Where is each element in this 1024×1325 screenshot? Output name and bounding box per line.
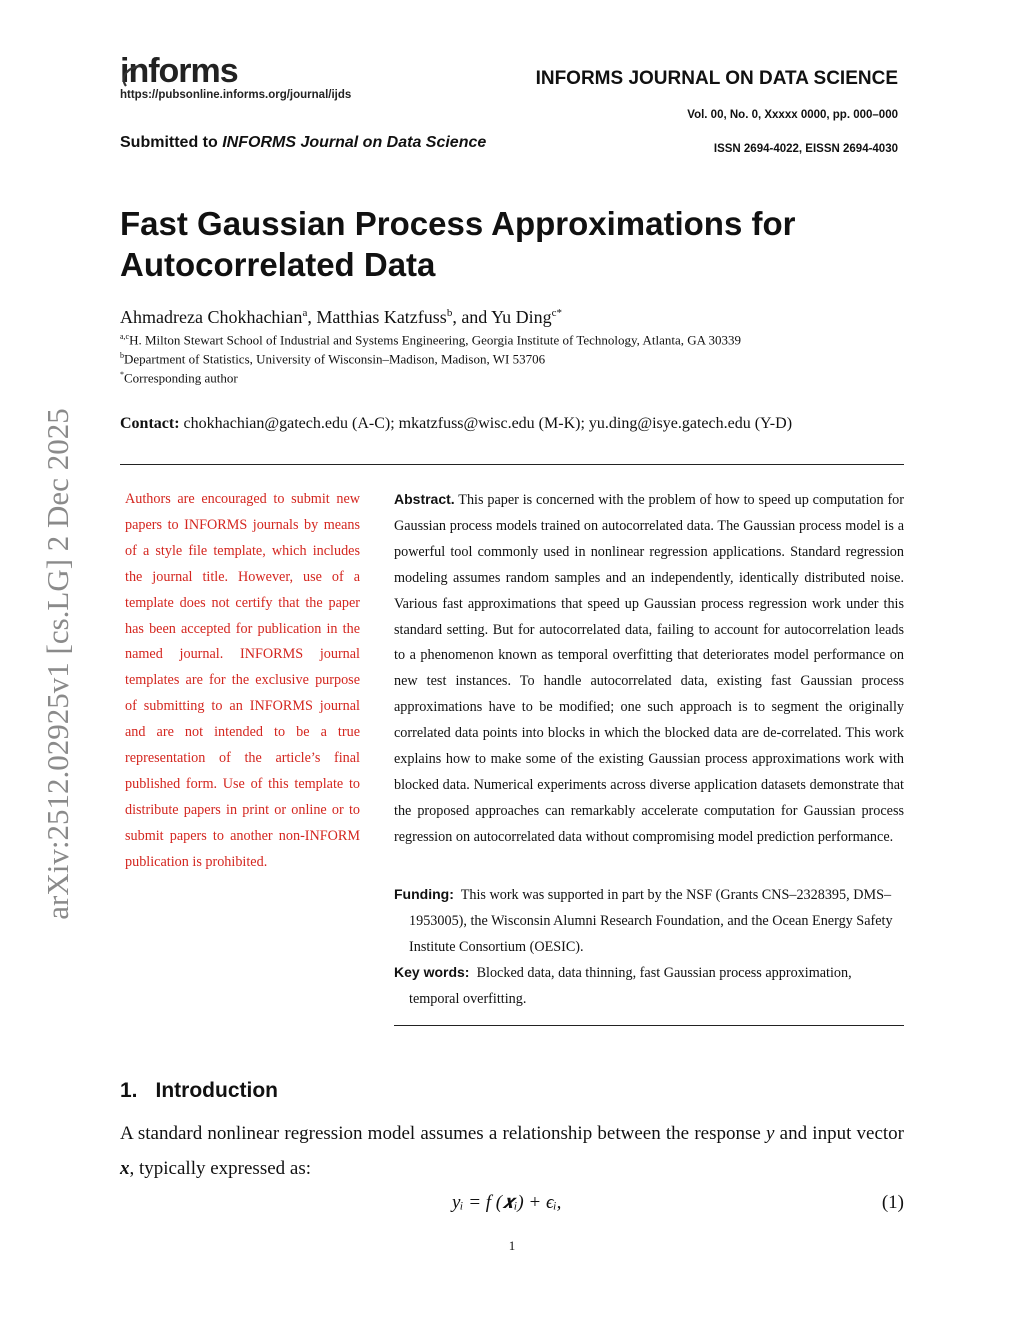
header-divider: [120, 464, 904, 465]
funding-label: Funding:: [394, 886, 454, 902]
volume-info: Vol. 00, No. 0, Xxxxx 0000, pp. 000–000: [687, 109, 898, 121]
affiliation: [120, 370, 238, 386]
equation-number: (1): [881, 1192, 904, 1213]
author-name: Matthias Katzfuss: [316, 307, 447, 327]
keywords-block: [394, 960, 904, 1013]
author-affil-mark: c*: [551, 307, 563, 319]
journal-name: INFORMS JOURNAL ON DATA SCIENCE: [535, 68, 898, 89]
keywords-text: Blocked data, data thinning, fast Gaussian process approximation, temporal overfitting.: [409, 965, 852, 1007]
contact-label: Contact:: [120, 415, 180, 432]
affiliation-text: Department of Statistics, University of Wisconsin–Madison, Madison, WI 53706: [124, 351, 546, 367]
page-number: 1: [508, 1238, 516, 1253]
section-number: 1.: [120, 1079, 138, 1102]
author-list: [120, 307, 562, 328]
abstract-divider: [394, 1025, 904, 1026]
abstract-label: Abstract.: [394, 491, 455, 507]
logo-wordmark: informs: [120, 52, 238, 90]
section-title: Introduction: [155, 1079, 278, 1102]
affiliation-text: H. Milton Stewart School of Industrial and Systems Engineering, Georgia Institute of Technology, Atlanta, GA 30339: [129, 332, 742, 348]
logo-swoosh-icon: [120, 64, 142, 88]
author-name: Ahmadreza Chokhachian: [120, 307, 303, 327]
equation: yᵢ = f (𝒙ᵢ) + ϵᵢ,: [452, 1192, 562, 1213]
math-var: y: [766, 1123, 775, 1144]
submitted-prefix: Submitted to: [120, 134, 218, 151]
submitted-journal: INFORMS Journal on Data Science: [222, 134, 487, 151]
author-separator: ,: [307, 307, 317, 327]
affiliation-text: Corresponding author: [124, 370, 238, 386]
author-affil-mark: a: [302, 307, 308, 319]
informs-logo: [120, 54, 238, 88]
abstract-block: [394, 487, 904, 851]
math-var: x: [120, 1158, 130, 1179]
intro-paragraph: [120, 1116, 904, 1186]
abstract-text: This paper is concerned with the problem of how to speed up computation for Gaussian process models trained on autocorrelated data. The Gaussian process model is a powerful tool commonly used in nonlinear regression applications. Standard regression modeling assumes random samples and an independently, identically distributed noise. Various fast approximations that speed up Gaussian process regression work under this standard setting. But for autocorrelated data, failing to account for autocorrelation leads to a phenomenon known as temporal overfitting that deteriorates model performance on new test instances. To handle autocorrelated data, existing fast Gaussian process approximations have to be modified; one such approach is to segment the originally correlated data points into blocks in which the blocked data are de-correlated. This work explains how to make some of the existing Gaussian process approximations work with blocked data. Numerical experiments across diverse application datasets demonstrate that the proposed approaches can remarkably accelerate computation for Gaussian process regression on autocorrelated data without compromising model prediction performance.: [394, 492, 904, 845]
keywords-label: Key words:: [394, 964, 470, 980]
submitted-to: [120, 134, 486, 152]
intro-text: and input vector: [779, 1123, 905, 1144]
arxiv-stamp: arXiv:2512.02925v1 [cs.LG] 2 Dec 2025: [40, 408, 75, 920]
author-separator: , and: [452, 307, 492, 327]
intro-text: A standard nonlinear regression model assumes a relationship between the response: [120, 1123, 761, 1144]
paper-title: Fast Gaussian Process Approximations for Autocorrelated Data: [120, 205, 796, 283]
issn-info: ISSN 2694-4022, EISSN 2694-4030: [713, 143, 898, 155]
template-notice: Authors are encouraged to submit new papers to INFORMS journals by means of a style file template, which includes the journal title. However, use of a template does not certify that the paper has been accepted for publication in the named journal. INFORMS journal templates are for the exclusive purpose of submitting to an INFORMS journal and are not intended to be a true representation of the article’s final published form. Use of this template to distribute papers in print or online or to submit papers to another non-INFORM publication is prohibited.: [125, 491, 360, 870]
affiliation: [120, 351, 545, 367]
author-affil-mark: b: [446, 307, 453, 319]
affiliation-mark: a,c: [120, 332, 130, 341]
intro-text: , typically expressed as:: [129, 1158, 312, 1179]
affiliation: [120, 332, 741, 348]
funding-block: [394, 882, 904, 961]
affiliation-mark: *: [120, 370, 124, 379]
contact-emails[interactable]: chokhachian@gatech.edu (A-C); mkatzfuss@wisc.edu (M-K); yu.ding@isye.gatech.edu (Y-D): [183, 415, 793, 432]
journal-url[interactable]: https://pubsonline.informs.org/journal/ijds: [120, 89, 352, 101]
contact-line: [120, 415, 792, 433]
author-name: Yu Ding: [491, 307, 552, 327]
section-heading: [120, 1079, 278, 1103]
affiliation-mark: b: [120, 351, 124, 360]
funding-text: This work was supported in part by the NSF (Grants CNS–2328395, DMS–1953005), the Wisconsin Alumni Research Foundation, and the Ocean Energy Safety Institute Consortium (OESIC).: [409, 887, 893, 955]
